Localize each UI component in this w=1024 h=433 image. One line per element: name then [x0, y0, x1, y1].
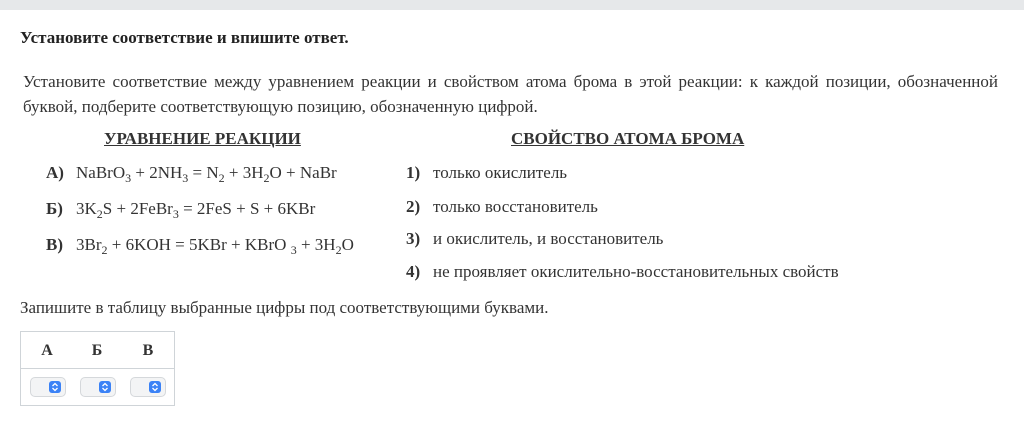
property-key: 1) — [406, 163, 421, 182]
reaction-a — [46, 163, 337, 183]
answer-header-c: В — [142, 342, 154, 359]
property-text: только восстановитель — [433, 197, 598, 216]
top-bar — [0, 0, 1024, 10]
answer-select-c[interactable] — [130, 377, 166, 397]
answer-header-b: Б — [91, 342, 103, 359]
reaction-key: А) — [46, 163, 64, 182]
property-text: и окислитель, и восстановитель — [433, 229, 664, 248]
property-text: только окислитель — [433, 163, 568, 182]
select-arrows-icon — [49, 381, 61, 393]
reaction-equation: $3K_2S$ + 2FeBr$_3$ = 2FeS + S + 6KBr — [76, 199, 316, 221]
reaction-b — [46, 199, 315, 219]
reaction-c — [46, 235, 354, 255]
answer-select-a[interactable] — [30, 377, 66, 397]
select-arrows-icon — [149, 381, 161, 393]
reaction-equation: $3Br_2 + 6KOH = 5KBr$ + KBrO $_3 + 3H_2O$ — [76, 235, 354, 257]
answer-table — [20, 331, 175, 406]
reactions-header: УРАВНЕНИЕ РЕАКЦИИ — [104, 129, 301, 148]
reaction-key: Б) — [46, 199, 63, 218]
property-1 — [406, 163, 567, 183]
task-instructions: Установите соответствие между уравнением реакции и свойством атома брома в этой реакции: к каждой позиции, обозначенной буквой, подберите соответствующую позицию, обозначенную цифрой. — [23, 72, 998, 116]
properties-header: СВОЙСТВО АТОМА БРОМА — [511, 129, 745, 148]
property-key: 3) — [406, 229, 421, 248]
property-key: 4) — [406, 262, 421, 281]
select-arrows-icon — [99, 381, 111, 393]
reaction-key: В) — [46, 235, 63, 254]
answer-header-a: А — [41, 342, 53, 359]
property-key: 2) — [406, 197, 421, 216]
reaction-equation: NaBrO$_3$ + $2NH_3 = N_2 + 3H_2O$ + NaBr — [76, 163, 337, 185]
answer-select-b[interactable] — [80, 377, 116, 397]
property-text: не проявляет окислительно-восстановительных свойств — [433, 262, 839, 281]
property-4 — [406, 262, 839, 282]
property-2 — [406, 197, 598, 217]
answer-instructions: Запишите в таблицу выбранные цифры под соответствующими буквами. — [20, 298, 549, 317]
task-title: Установите соответствие и впишите ответ. — [20, 28, 349, 47]
table-divider — [21, 368, 174, 369]
property-3 — [406, 229, 663, 249]
